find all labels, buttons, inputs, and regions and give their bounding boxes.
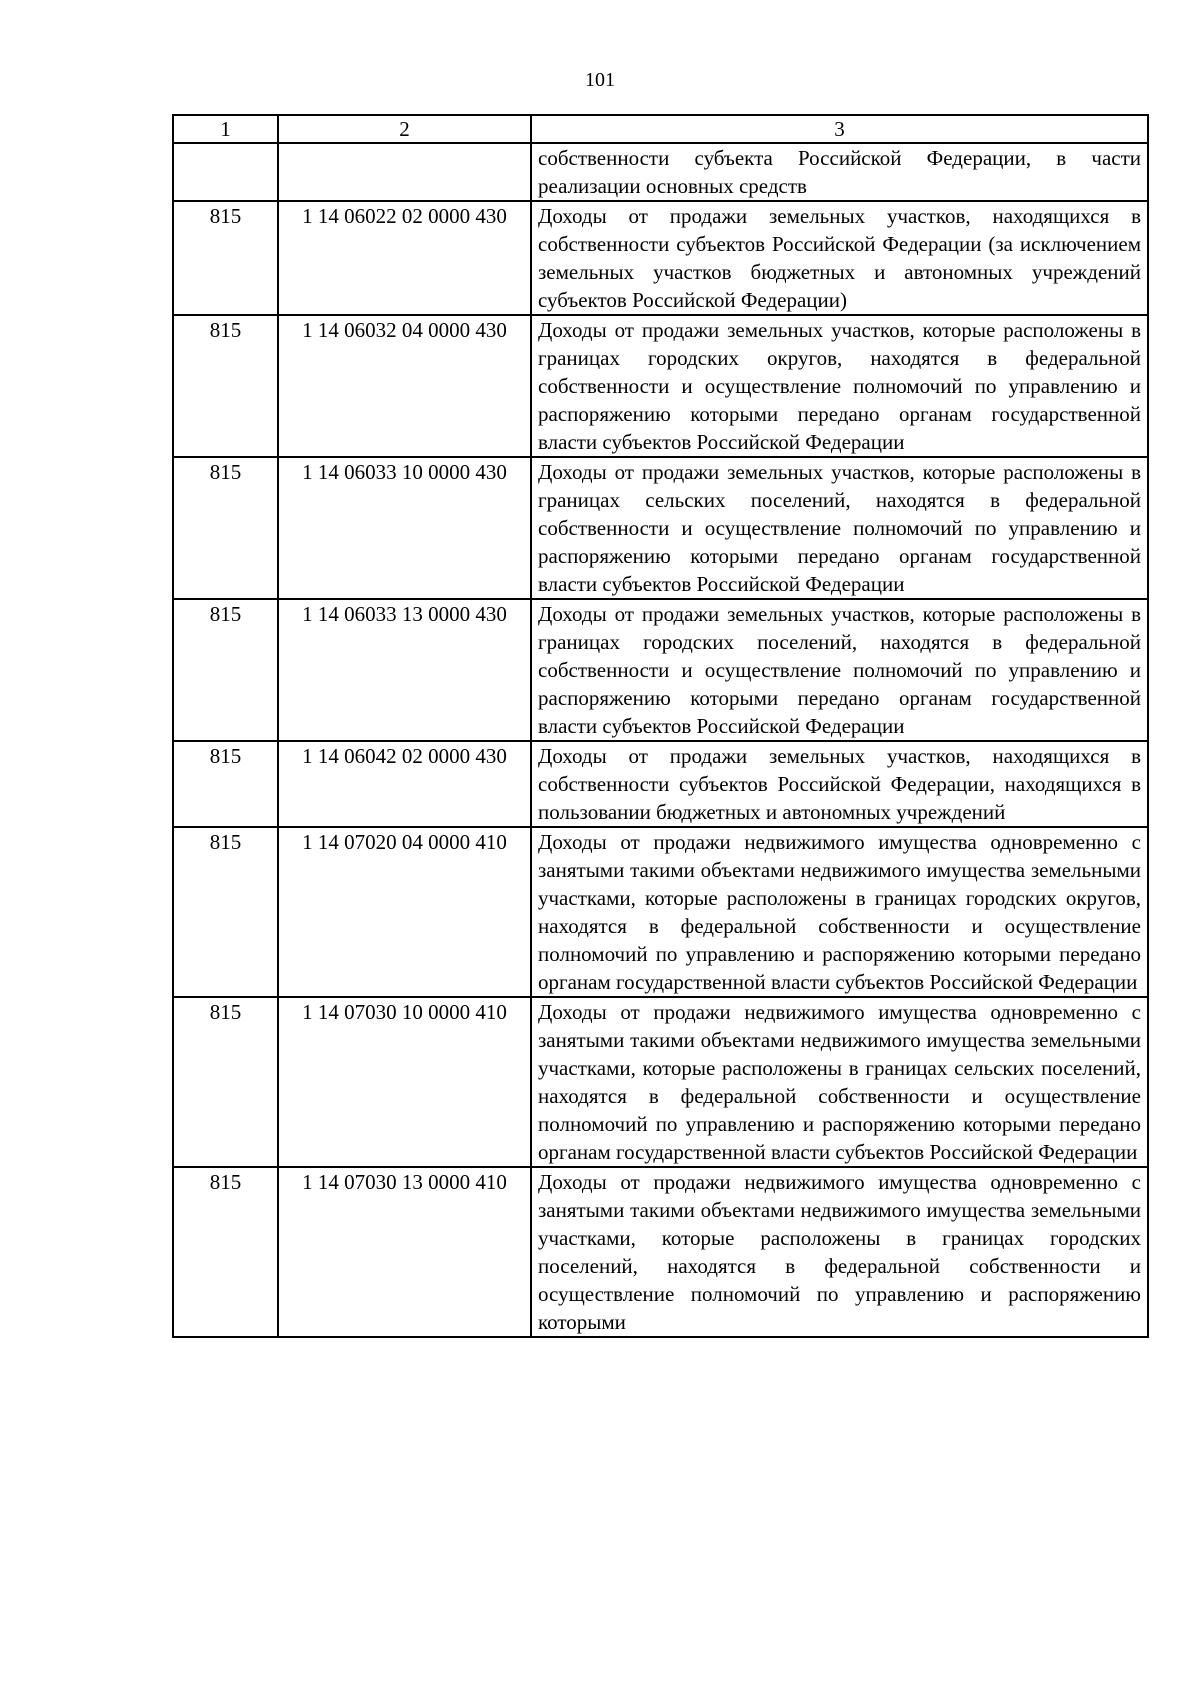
- table-row: [173, 997, 1148, 1167]
- admin-code-cell: 815: [173, 201, 278, 315]
- table-row: [173, 315, 1148, 457]
- revenue-code-cell: 1 14 06032 04 0000 430: [278, 315, 531, 457]
- table-row: [173, 201, 1148, 315]
- column-header-3: 3: [531, 115, 1148, 143]
- table-row: [173, 741, 1148, 827]
- admin-code-cell: 815: [173, 741, 278, 827]
- admin-code-cell: [173, 143, 278, 201]
- revenue-code-cell: 1 14 07030 10 0000 410: [278, 997, 531, 1167]
- revenue-name-cell: Доходы от продажи земельных участков, которые расположены в границах городских округов, находятся в федеральной собственности и осуществление полномочий по управлению и распоряжению которыми передано органам государственной власти субъектов Российской Федерации: [531, 315, 1148, 457]
- table-row: [173, 827, 1148, 997]
- revenue-name-cell: Доходы от продажи земельных участков, которые расположены в границах городских поселений, находятся в федеральной собственности и осуществление полномочий по управлению и распоряжению которыми передано органам государственной власти субъектов Российской Федерации: [531, 599, 1148, 741]
- revenue-code-cell: 1 14 07030 13 0000 410: [278, 1167, 531, 1337]
- revenue-name-cell: Доходы от продажи недвижимого имущества одновременно с занятыми такими объектами недвижимого имущества земельными участками, которые расположены в границах городских поселений, находятся в федеральной собственности и осуществление полномочий по управлению и распоряжению которыми: [531, 1167, 1148, 1337]
- column-header-2: 2: [278, 115, 531, 143]
- revenue-code-cell: 1 14 06042 02 0000 430: [278, 741, 531, 827]
- revenue-code-cell: 1 14 06033 13 0000 430: [278, 599, 531, 741]
- admin-code-cell: 815: [173, 457, 278, 599]
- table-row: [173, 599, 1148, 741]
- revenue-name-cell: Доходы от продажи земельных участков, которые расположены в границах сельских поселений, находятся в федеральной собственности и осуществление полномочий по управлению и распоряжению которыми передано органам государственной власти субъектов Российской Федерации: [531, 457, 1148, 599]
- admin-code-cell: 815: [173, 599, 278, 741]
- admin-code-cell: 815: [173, 997, 278, 1167]
- revenue-name-cell: Доходы от продажи недвижимого имущества одновременно с занятыми такими объектами недвижимого имущества земельными участками, которые расположены в границах сельских поселений, находятся в федеральной собственности и осуществление полномочий по управлению и распоряжению которыми передано органам государственной власти субъектов Российской Федерации: [531, 997, 1148, 1167]
- column-header-1: 1: [173, 115, 278, 143]
- revenue-name-cell: Доходы от продажи земельных участков, находящихся в собственности субъектов Российской Федерации, находящихся в пользовании бюджетных и автономных учреждений: [531, 741, 1148, 827]
- table-header-row: [173, 115, 1148, 143]
- table-row: [173, 143, 1148, 201]
- revenue-name-cell: Доходы от продажи земельных участков, находящихся в собственности субъектов Российской Федерации (за исключением земельных участков бюджетных и автономных учреждений субъектов Российской Федерации): [531, 201, 1148, 315]
- admin-code-cell: 815: [173, 827, 278, 997]
- revenue-name-cell: собственности субъекта Российской Федерации, в части реализации основных средств: [531, 143, 1148, 201]
- revenue-code-cell: 1 14 06033 10 0000 430: [278, 457, 531, 599]
- revenue-name-cell: Доходы от продажи недвижимого имущества одновременно с занятыми такими объектами недвижимого имущества земельными участками, которые расположены в границах городских округов, находятся в федеральной собственности и осуществление полномочий по управлению и распоряжению которыми передано органам государственной власти субъектов Российской Федерации: [531, 827, 1148, 997]
- revenue-codes-table: [172, 114, 1149, 1338]
- page-number: 101: [585, 69, 615, 91]
- admin-code-cell: 815: [173, 1167, 278, 1337]
- admin-code-cell: 815: [173, 315, 278, 457]
- revenue-code-cell: [278, 143, 531, 201]
- table-row: [173, 1167, 1148, 1337]
- table-row: [173, 457, 1148, 599]
- revenue-code-cell: 1 14 07020 04 0000 410: [278, 827, 531, 997]
- revenue-code-cell: 1 14 06022 02 0000 430: [278, 201, 531, 315]
